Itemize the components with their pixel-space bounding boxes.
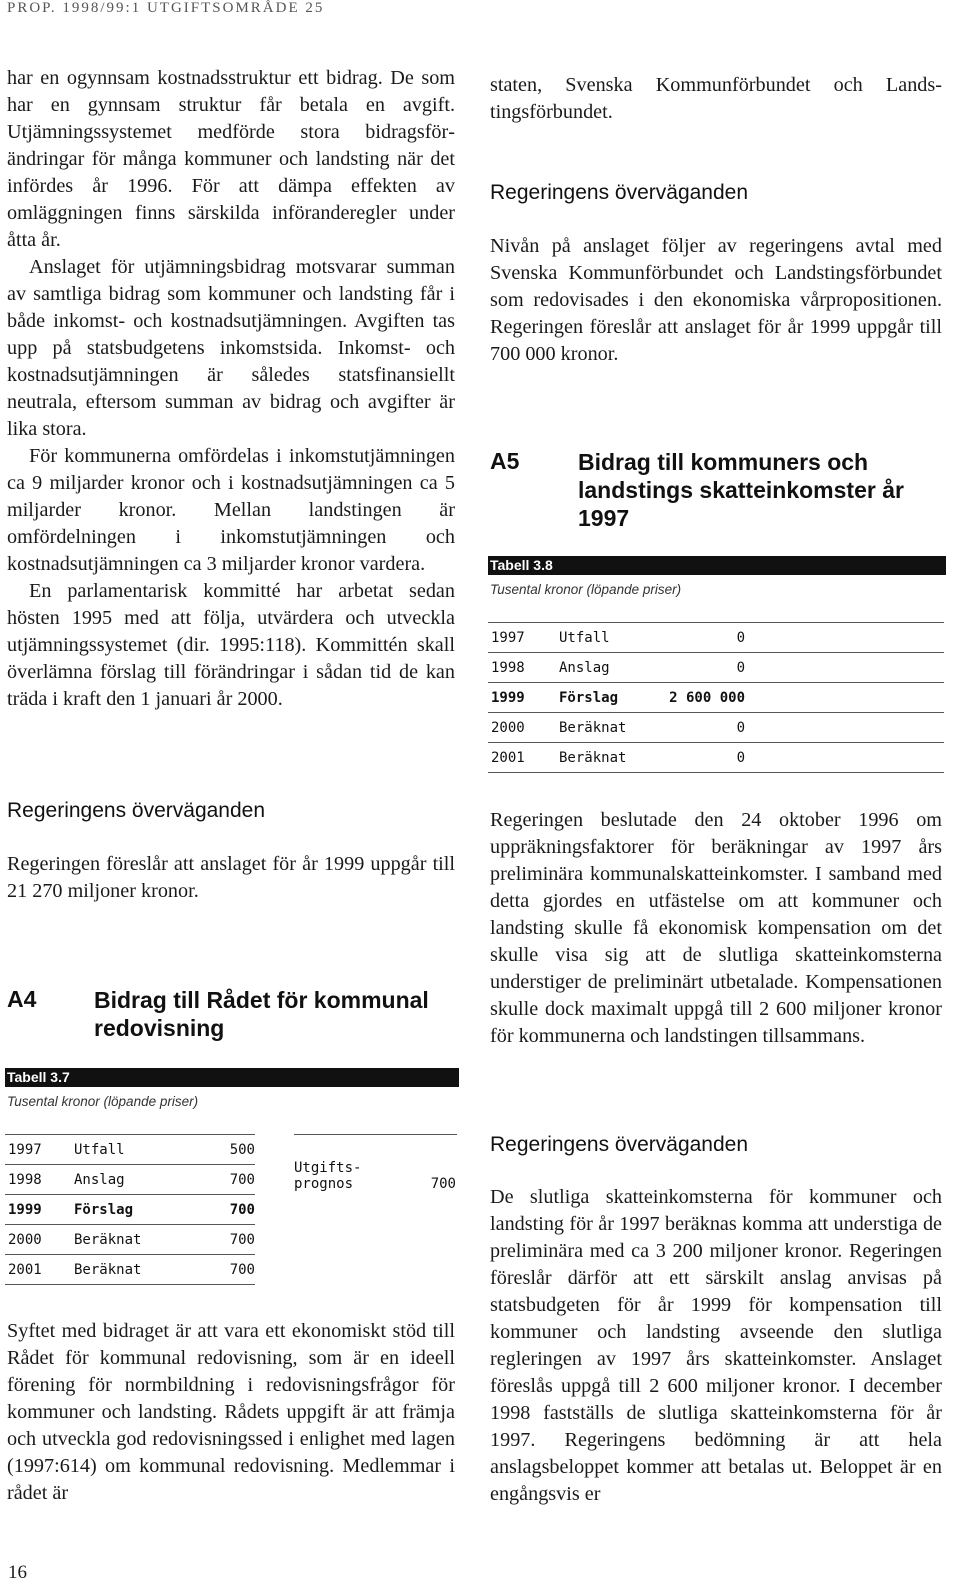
year-cell: 1997 [5, 1135, 74, 1165]
page-number: 16 [8, 1562, 27, 1583]
running-head: PROP. 1998/99:1 UTGIFTSOMRÅDE 25 [7, 0, 325, 16]
year-cell: 1999 [5, 1195, 74, 1225]
left-closing-text [7, 1318, 455, 1507]
label-cell: Utfall [74, 1135, 184, 1165]
label-cell: Anslag [74, 1165, 184, 1195]
table-3-8-label: Tabell 3.8 [488, 556, 946, 575]
amount-cell: 700 [184, 1255, 255, 1285]
left-proposal-paragraph: Regeringen föreslår att anslaget för år 1999 uppgår till 21 270 miljoner kronor. [7, 853, 455, 902]
prognos-rule [294, 1134, 457, 1135]
right-proposal-text [490, 233, 942, 368]
prognos-label [294, 1160, 361, 1192]
right-intro-text [490, 72, 942, 126]
left-proposal-text [7, 851, 455, 905]
left-paragraph-4: En parlamentarisk kommitté har arbetat sedan hösten 1995 med att följa, utvärdera och utveckla utjämningssystemet (dir. 1995:118). Kommittén skall överlämna förslag till förändringar i sådan tid de kan träda i kraft den 1 januari år 2000. [7, 580, 455, 710]
left-paragraph-3: För kommunerna omfördelas i inkomstutjämningen ca 9 miljarder kronor och i kostnadsutjämningen ca 5 miljarder kronor. Mellan landstingen är omfördelningen i inkomstutjämningen och kostnadsutjämningen ca 3 miljarder kronor vardera. [7, 445, 455, 575]
table-3-7-label: Tabell 3.7 [5, 1068, 459, 1087]
year-cell: 1998 [5, 1165, 74, 1195]
table-row [488, 683, 944, 713]
section-a4-title: Bidrag till Rådet för kommunal redovisning [94, 987, 429, 1041]
year-cell: 1999 [488, 683, 559, 713]
amount-cell: 500 [184, 1135, 255, 1165]
left-body-text [7, 65, 455, 713]
left-heading-overvaganden: Regeringens överväganden [7, 799, 266, 822]
amount-cell: 700 [184, 1225, 255, 1255]
amount-cell: 2 600 000 [659, 683, 745, 713]
empty-cell [745, 743, 944, 773]
empty-cell [745, 683, 944, 713]
table-row [5, 1165, 255, 1195]
right-final-paragraph: De slutliga skatteinkomsterna för kommuner och landsting för år 1997 beräknas komma att understiga de preliminära med ca 3 200 miljoner kronor. Regeringen föreslår därför att ett särskilt anslag anvisas på statsbudgeten för år 1999 för kompensation till kommuner och landsting avseende den slutliga regleringen av 1997 års skatteinkomster. Anslaget föreslås uppgå till 2 600 miljoner kronor. I december 1998 fastställs de slutliga skatteinkomsterna för år 1997. Regeringens bedömning är att hela anslagsbeloppet kommer att betalas ut. Beloppet är en engångsvis er [490, 1186, 942, 1505]
section-a5-title: Bidrag till kommuners och landstings skatteinkomster år 1997 [578, 449, 904, 531]
table-row [488, 713, 944, 743]
year-cell: 2001 [5, 1255, 74, 1285]
amount-cell: 700 [184, 1165, 255, 1195]
right-heading-overvaganden-1: Regeringens överväganden [490, 181, 749, 204]
left-paragraph-2: Anslaget för utjämningsbidrag motsvarar summan av samtliga bidrag som kommuner och landsting får i både inkomst- och kostnadsutjämningen. Avgiften tas upp på statsbudgetens inkomstsida. Inkomst- och kostnadsutjämningen är således statsfinansiellt neutrala, eftersom summan av bidrag och avgifter är lika stora. [7, 256, 455, 440]
label-cell: Beräknat [559, 713, 659, 743]
right-final-text [490, 1184, 942, 1508]
table-row [5, 1225, 255, 1255]
amount-cell: 700 [184, 1195, 255, 1225]
label-cell: Beräknat [559, 743, 659, 773]
prognos-label-line2: prognos [294, 1176, 354, 1192]
table-3-8 [488, 622, 944, 773]
amount-cell: 0 [659, 623, 745, 653]
left-paragraph-1: har en ogynnsam kostnadsstruktur ett bidrag. De som har en gynnsam struktur får betala en avgift. Utjämningssystemet medförde stora bidragsförändringar för många kommuner och landsting när det infördes år 1996. För att dämpa effekten av omläggningen finns särskilda införanderegler under åtta år. [7, 67, 455, 251]
year-cell: 2000 [488, 713, 559, 743]
section-a4-code: A4 [7, 986, 37, 1012]
year-cell: 2001 [488, 743, 559, 773]
table-3-8-subtitle: Tusental kronor (löpande priser) [490, 582, 682, 597]
label-cell: Anslag [559, 653, 659, 683]
label-cell: Beräknat [74, 1225, 184, 1255]
table-row [488, 743, 944, 773]
prognos-label-line1: Utgifts- [294, 1160, 362, 1176]
label-cell: Förslag [559, 683, 659, 713]
table-row [5, 1135, 255, 1165]
amount-cell: 0 [659, 653, 745, 683]
section-a5-code: A5 [490, 448, 520, 474]
amount-cell: 0 [659, 743, 745, 773]
label-cell: Förslag [74, 1195, 184, 1225]
amount-cell: 0 [659, 713, 745, 743]
empty-cell [745, 713, 944, 743]
year-cell: 2000 [5, 1225, 74, 1255]
empty-cell [745, 623, 944, 653]
table-row [5, 1195, 255, 1225]
right-proposal-paragraph: Nivån på anslaget följer av regeringens avtal med Svenska Kommunförbundet och Landstingsförbundet som redovisades i den ekonomiska vårpropositionen. Regeringen föreslår att anslaget för år 1999 uppgår till 700 000 kronor. [490, 235, 942, 365]
table-row [5, 1255, 255, 1285]
label-cell: Beräknat [74, 1255, 184, 1285]
left-closing-paragraph: Syftet med bidraget är att vara ett ekonomiskt stöd till Rådet för kommunal redovisning, som är en ideell förening för normbildning i redovisningsfrågor för kommuner och landsting. Rådets uppgift är att främja och utveckla god redovisningssed i enlighet med lagen (1997:614) om kommunal redovisning. Medlemmar i rådet är [7, 1320, 455, 1504]
right-intro-paragraph: staten, Svenska Kommunförbundet och Landstingsförbundet. [490, 74, 942, 123]
label-cell: Utfall [559, 623, 659, 653]
table-3-7 [5, 1134, 255, 1285]
empty-cell [745, 653, 944, 683]
table-3-7-subtitle: Tusental kronor (löpande priser) [7, 1094, 199, 1109]
year-cell: 1997 [488, 623, 559, 653]
table-row [488, 623, 944, 653]
year-cell: 1998 [488, 653, 559, 683]
right-decision-paragraph: Regeringen beslutade den 24 oktober 1996 om uppräkningsfaktorer för beräkningar av 1997 års preliminära kommunalskatteinkomster. I samband med detta gjordes en utfästelse om att kommuner och landsting skulle få ekonomisk kompensation om det skulle visa sig att de slutliga skatteinkomsterna understiger de preliminärt utbetalade. Kompensationen skulle dock maximalt uppgå till 2 600 miljoner kronor för kommunerna och landstingen tillsammans. [490, 809, 942, 1047]
right-decision-text [490, 807, 942, 1050]
right-heading-overvaganden-2: Regeringens överväganden [490, 1133, 749, 1156]
table-row [488, 653, 944, 683]
prognos-amount: 700 [430, 1176, 456, 1192]
